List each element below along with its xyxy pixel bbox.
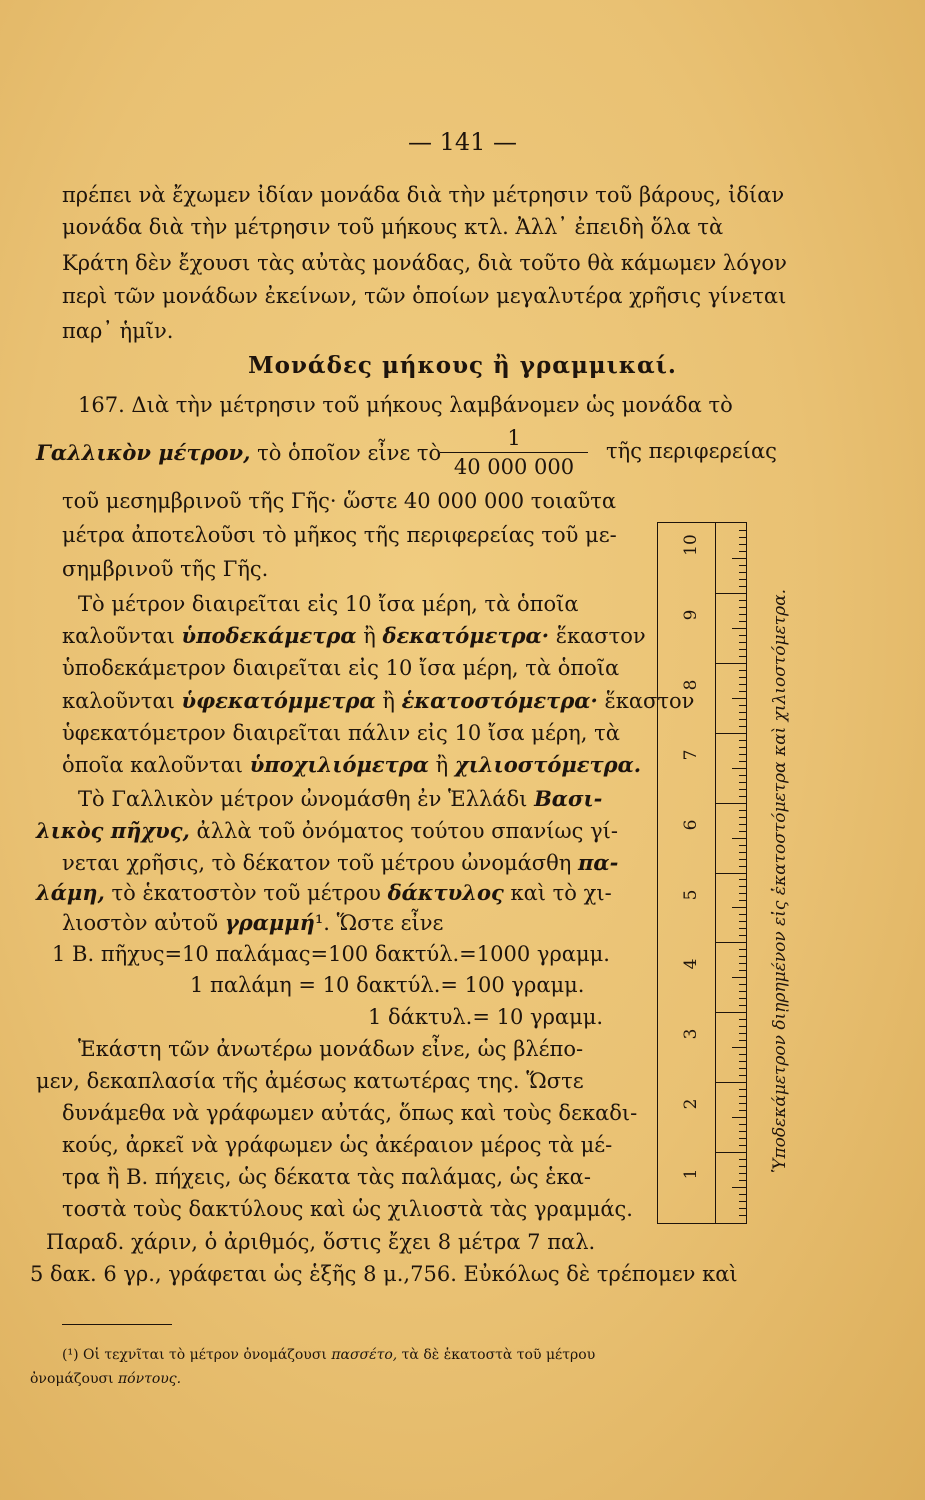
ruler-tick: [732, 1117, 746, 1118]
ruler-tick: [739, 796, 746, 797]
text-line: [36, 440, 441, 466]
text-line: τῆς περιφερείας: [606, 439, 777, 463]
ruler-tick: [739, 1201, 746, 1202]
ruler-tick: [739, 544, 746, 545]
ruler-number: 8: [681, 679, 701, 691]
text-line: [62, 623, 646, 649]
ruler-tick: [732, 1187, 746, 1188]
ruler-tick: [739, 586, 746, 587]
term-yfekatommetra: ὑφεκατόμμετρα: [181, 688, 376, 713]
text-line: τρα ἢ Β. πήχεις, ὡς δέκατα τὰς παλάμας, ὡς ἑκα-: [62, 1165, 591, 1189]
text-span: ὁποῖα καλοῦνται: [62, 753, 244, 777]
ruler-tick: [739, 656, 746, 657]
ruler-tick: [739, 747, 746, 748]
text-line: [36, 880, 612, 906]
ruler-tick: [739, 1040, 746, 1041]
text-line: μεν, δεκαπλασία τῆς ἀμέσως κατωτέρας της. Ὥστε: [36, 1069, 584, 1093]
text-line: Παραδ. χάριν, ὁ ἀριθμός, ὅστις ἔχει 8 μέτρα 7 παλ.: [46, 1230, 596, 1254]
ruler-tick: [739, 824, 746, 825]
text-span: ἢ: [435, 753, 449, 777]
ruler-tick: [732, 558, 746, 559]
ruler-tick: [739, 921, 746, 922]
ruler-tick: [739, 530, 746, 531]
text-line: [62, 688, 694, 714]
text-line: Κράτη δὲν ἔχουσι τὰς αὐτὰς μονάδας, διὰ τοῦτο θὰ κάμωμεν λόγον: [62, 251, 787, 275]
ruler-tick: [739, 782, 746, 783]
ruler-tick: [739, 1159, 746, 1160]
text-line: Τὸ μέτρον διαιρεῖται εἰς 10 ἴσα μέρη, τὰ ὁποῖα: [78, 592, 579, 616]
text-line: [62, 850, 618, 876]
ruler-number: 4: [681, 958, 701, 970]
ruler-tick: [739, 886, 746, 887]
ruler-number: 6: [681, 819, 701, 831]
equation-line: 1 παλάμη = 10 δακτύλ.= 100 γραμμ.: [190, 973, 585, 997]
ruler-tick: [716, 803, 746, 804]
text-line: περὶ τῶν μονάδων ἐκείνων, τῶν ὁποίων μεγαλυτέρα χρῆσις γίνεται: [62, 284, 787, 308]
ruler-tick: [739, 537, 746, 538]
ruler-tick: [739, 572, 746, 573]
text-line: μέτρα ἀποτελοῦσι τὸ μῆκος τῆς περιφερείας τοῦ με-: [62, 523, 617, 547]
ruler-tick: [739, 1054, 746, 1055]
ruler-tick: [739, 1145, 746, 1146]
text-line: 167. Διὰ τὴν μέτρησιν τοῦ μήκους λαμβάνομεν ὡς μονάδα τὸ: [78, 393, 733, 417]
text-span: λιοστὸν αὐτοῦ: [62, 911, 219, 935]
text-span: ἢ: [363, 624, 376, 648]
ruler-tick: [739, 845, 746, 846]
ruler-tick: [739, 1019, 746, 1020]
fraction-numerator: 1: [507, 426, 521, 450]
ruler-tick: [739, 691, 746, 692]
fraction: [440, 426, 588, 478]
ruler-tick: [716, 873, 746, 874]
ruler-caption: Ὑποδεκάμετρον διῃρημένον εἰς ἑκατοστόμετρα καὶ χιλιοστόμετρα.: [770, 589, 790, 1173]
text-line: κούς, ἀρκεῖ νὰ γράφωμεν ὡς ἀκέραιον μέρος τὰ μέ-: [62, 1133, 613, 1157]
ruler-tick: [732, 698, 746, 699]
text-span: ὀνομάζουσι: [30, 1371, 114, 1387]
ruler-tick: [739, 1033, 746, 1034]
ruler-tick: [739, 893, 746, 894]
ruler-tick: [739, 551, 746, 552]
ruler-tick: [739, 1068, 746, 1069]
ruler-tick: [739, 949, 746, 950]
ruler-tick: [739, 635, 746, 636]
text-span: καλοῦνται: [62, 624, 175, 648]
ruler-number: 10: [681, 534, 701, 556]
term-daktylos: δάκτυλος: [387, 880, 504, 905]
text-span: ἀλλὰ τοῦ ὀνόματος τούτου σπανίως γί-: [196, 819, 618, 843]
ruler-tick: [739, 754, 746, 755]
text-line: [36, 818, 618, 844]
fraction-bar: [440, 452, 588, 453]
text-span: Τὸ Γαλλικὸν μέτρον ὠνομάσθη ἐν Ἑλλάδι: [78, 787, 528, 811]
ruler-tick: [739, 621, 746, 622]
ruler-tick: [739, 1124, 746, 1125]
ruler-tick: [732, 628, 746, 629]
ruler-tick: [739, 1005, 746, 1006]
ruler-tick: [739, 1075, 746, 1076]
text-span: ¹. Ὥστε εἶνε: [314, 911, 444, 935]
text-line: τοῦ μεσημβρινοῦ τῆς Γῆς· ὥστε 40 000 000 τοιαῦτα: [62, 489, 617, 513]
term-dekatometra: δεκατόμετρα·: [382, 623, 550, 648]
ruler-tick: [739, 579, 746, 580]
ruler-tick: [739, 963, 746, 964]
text-span: καὶ τὸ χι-: [510, 881, 612, 905]
ruler-tick: [739, 607, 746, 608]
ruler-tick: [716, 1152, 746, 1153]
ruler-tick: [716, 593, 746, 594]
ruler-tick: [739, 726, 746, 727]
page-number: — 141 —: [407, 128, 518, 156]
text-line: μονάδα διὰ τὴν μέτρησιν τοῦ μήκους κτλ. Ἀλλ᾿ ἐπειδὴ ὅλα τὰ: [62, 215, 724, 239]
ruler-tick: [739, 1131, 746, 1132]
text-span: ἢ: [382, 689, 395, 713]
ruler-number: 2: [681, 1098, 701, 1110]
ruler-tick: [739, 1173, 746, 1174]
term-gramme: γραμμή: [224, 910, 315, 935]
ruler-tick: [739, 817, 746, 818]
ruler-tick: [739, 614, 746, 615]
ruler-tick: [739, 900, 746, 901]
ruler-number: 5: [681, 889, 701, 900]
ruler-tick: [716, 942, 746, 943]
term-pontous: πόντους.: [117, 1371, 182, 1387]
text-line: [78, 786, 602, 812]
text-span: ἕκαστον: [555, 624, 646, 648]
ruler-tick: [739, 914, 746, 915]
ruler-tick: [739, 649, 746, 650]
ruler-tick: [739, 712, 746, 713]
equation-line: 1 Β. πῆχυς=10 παλάμας=100 δακτύλ.=1000 γραμμ.: [52, 942, 610, 966]
ruler-tick: [739, 1103, 746, 1104]
ruler-tick: [739, 1061, 746, 1062]
term-ypodekametra: ὑποδεκάμετρα: [181, 623, 357, 648]
text-line: παρ᾿ ἡμῖν.: [62, 319, 174, 343]
ruler-tick: [716, 733, 746, 734]
footnote-line: [30, 1370, 181, 1388]
ruler-tick: [739, 719, 746, 720]
ruler-tick: [732, 907, 746, 908]
term-pa: πα-: [578, 850, 619, 875]
ruler-tick: [739, 1110, 746, 1111]
text-line: 5 δακ. 6 γρ., γράφεται ὡς ἑξῆς 8 μ.,756. Εὐκόλως δὲ τρέπομεν καὶ: [30, 1262, 738, 1286]
term-chiliostometra: χιλιοστόμετρα.: [454, 752, 642, 777]
ruler-tick: [739, 991, 746, 992]
ruler-tick: [739, 852, 746, 853]
footnote-divider: [62, 1324, 172, 1325]
ruler-tick: [716, 1012, 746, 1013]
text-line: [62, 910, 443, 936]
term-ypochiliometra: ὑποχιλιόμετρα: [249, 752, 429, 777]
ruler-tick: [739, 670, 746, 671]
text-span: ἕκαστον: [604, 689, 695, 713]
ruler-number: 7: [681, 749, 701, 761]
ruler-tick: [739, 684, 746, 685]
ruler-tick: [739, 956, 746, 957]
ruler-number: 9: [681, 609, 701, 621]
ruler-tick: [739, 831, 746, 832]
text-line: [62, 752, 641, 778]
ruler-tick: [739, 1208, 746, 1209]
ruler-tick: [739, 1138, 746, 1139]
ruler-tick: [732, 768, 746, 769]
ruler-tick: [732, 977, 746, 978]
section-heading: Μονάδες μήκους ἢ γραμμικαί.: [248, 352, 677, 379]
ruler-tick: [739, 775, 746, 776]
ruler-tick: [739, 789, 746, 790]
term-gallikon-metron: Γαλλικὸν μέτρον,: [36, 440, 251, 465]
ruler-tick: [739, 677, 746, 678]
ruler-tick: [732, 838, 746, 839]
ruler-tick: [739, 984, 746, 985]
ruler-tick: [739, 866, 746, 867]
text-span: τὸ ἑκατοστὸν τοῦ μέτρου: [111, 881, 381, 905]
text-line: σημβρινοῦ τῆς Γῆς.: [62, 557, 269, 581]
ruler-tick: [739, 998, 746, 999]
text-line: Ἑκάστη τῶν ἀνωτέρω μονάδων εἶνε, ὡς βλέπο-: [78, 1037, 584, 1061]
ruler-tick: [739, 970, 746, 971]
term-passeto: πασσέτο,: [331, 1347, 398, 1363]
term-ekatostometra: ἑκατοστόμετρα·: [401, 688, 598, 713]
ruler-tick: [739, 565, 746, 566]
ruler-tick: [739, 810, 746, 811]
text-span: καλοῦνται: [62, 689, 175, 713]
text-line: ὑποδεκάμετρον διαιρεῖται εἰς 10 ἴσα μέρη, τὰ ὁποῖα: [62, 656, 620, 680]
ruler-tick: [732, 1047, 746, 1048]
text-span: τὸ ὁποῖον εἶνε τὸ: [257, 441, 442, 465]
term-basi: Βασι-: [534, 786, 603, 811]
ruler-tick: [739, 1089, 746, 1090]
ruler-tick: [739, 642, 746, 643]
term-basilikos-pechys: λικὸς πῆχυς,: [36, 818, 190, 843]
ruler-tick: [739, 705, 746, 706]
ruler-tick: [739, 1215, 746, 1216]
ruler-tick: [716, 663, 746, 664]
ruler-tick: [739, 740, 746, 741]
equation-line: 1 δάκτυλ.= 10 γραμμ.: [368, 1005, 604, 1029]
text-span: νεται χρῆσις, τὸ δέκατον τοῦ μέτρου ὠνομάσθη: [62, 851, 572, 875]
ruler-tick: [716, 1082, 746, 1083]
ruler-tick: [739, 1026, 746, 1027]
ruler-tick: [739, 1180, 746, 1181]
ruler-tick: [739, 600, 746, 601]
text-line: ὑφεκατόμετρον διαιρεῖται πάλιν εἰς 10 ἴσα μέρη, τὰ: [62, 721, 620, 745]
footnote-line: [62, 1346, 595, 1364]
ruler-tick: [739, 859, 746, 860]
text-span: (¹) Οἱ τεχνῖται τὸ μέτρον ὀνομάζουσι: [62, 1347, 327, 1363]
ruler-tick: [739, 1194, 746, 1195]
fraction-denominator: 40 000 000: [453, 455, 575, 479]
ruler-number: 1: [681, 1168, 701, 1180]
ruler-tick: [739, 1166, 746, 1167]
ruler-tick: [739, 1096, 746, 1097]
text-line: τοστὰ τοὺς δακτύλους καὶ ὡς χιλιοστὰ τὰς γραμμάς.: [62, 1197, 633, 1221]
text-span: τὰ δὲ ἑκατοστὰ τοῦ μέτρου: [401, 1347, 596, 1363]
ruler-tick: [739, 761, 746, 762]
ruler-number: 3: [681, 1028, 701, 1040]
term-palame: λάμη,: [36, 880, 105, 905]
text-line: δυνάμεθα νὰ γράφωμεν αὐτάς, ὅπως καὶ τοὺς δεκαδι-: [62, 1101, 638, 1125]
ruler-tick: [739, 879, 746, 880]
ruler-tick: [739, 935, 746, 936]
ruler-tick: [739, 928, 746, 929]
text-line: πρέπει νὰ ἔχωμεν ἰδίαν μονάδα διὰ τὴν μέτρησιν τοῦ βάρους, ἰδίαν: [62, 183, 785, 207]
ruler-figure: [657, 522, 747, 1224]
